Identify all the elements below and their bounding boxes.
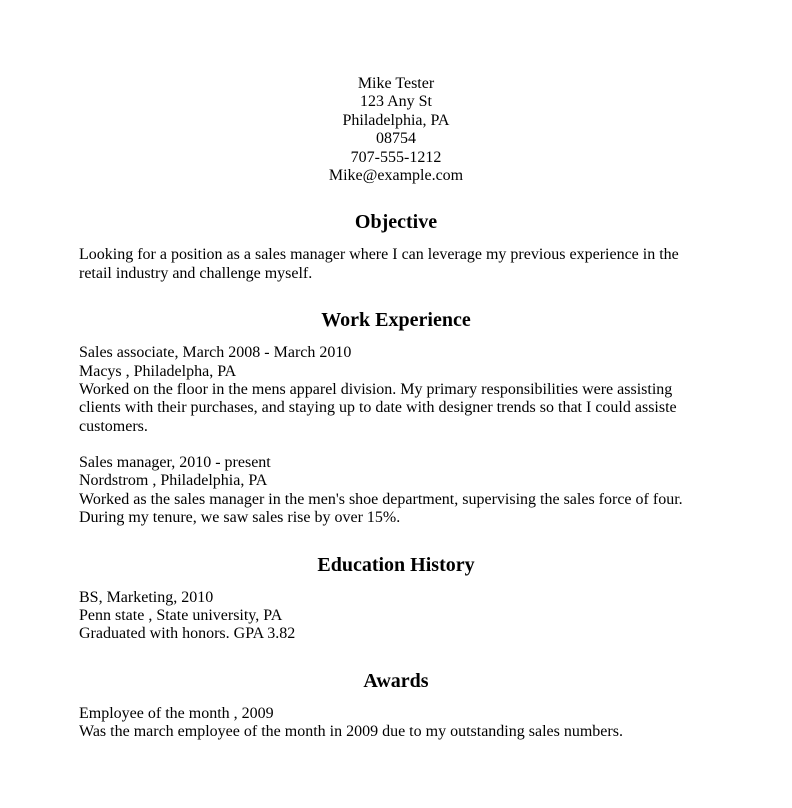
job-description: Worked as the sales manager in the men's shoe department, supervising the sales force of four. During my tenure, we saw sales rise by over 15%. [79, 490, 687, 527]
job-entry [79, 344, 713, 436]
job-company-line: Nordstrom , Philadelphia, PA [79, 472, 268, 490]
award-description: Was the march employee of the month in 2009 due to my outstanding sales numbers. [79, 723, 623, 741]
education-entry [79, 589, 713, 644]
objective-text: Looking for a position as a sales manager where I can leverage my previous experience in the retail industry and challenge myself. [79, 246, 683, 282]
section-work-experience [79, 309, 713, 528]
education-heading: Education History [317, 553, 475, 576]
job-title-line: Sales associate, March 2008 - March 2010 [79, 344, 352, 362]
education-degree-line: BS, Marketing, 2010 [79, 588, 214, 606]
award-title-line: Employee of the month , 2009 [79, 704, 274, 722]
education-school-line: Penn state , State university, PA [79, 607, 283, 625]
section-objective [79, 211, 713, 283]
contact-zip: 08754 [376, 130, 416, 148]
contact-email: Mike@example.com [328, 166, 464, 184]
job-entry [79, 454, 713, 528]
work-experience-heading: Work Experience [321, 309, 471, 332]
section-awards [79, 670, 713, 742]
objective-heading: Objective [354, 211, 438, 234]
contact-city-state: Philadelphia, PA [342, 111, 450, 129]
job-description: Worked on the floor in the mens apparel division. My primary responsibilities were assisting clients with their purchases, and staying up to date with designer trends so that I could assiste customers. [79, 380, 681, 435]
job-title-line: Sales manager, 2010 - present [79, 454, 271, 472]
job-company-line: Macys , Philadelpha, PA [79, 362, 237, 380]
contact-street: 123 Any St [359, 93, 432, 111]
awards-heading: Awards [363, 669, 429, 692]
contact-phone: 707-555-1212 [350, 148, 442, 166]
contact-name: Mike Tester [357, 75, 435, 92]
section-education [79, 554, 713, 644]
contact-block [79, 75, 713, 185]
award-entry [79, 705, 713, 742]
education-notes-line: Graduated with honors. GPA 3.82 [79, 625, 296, 643]
